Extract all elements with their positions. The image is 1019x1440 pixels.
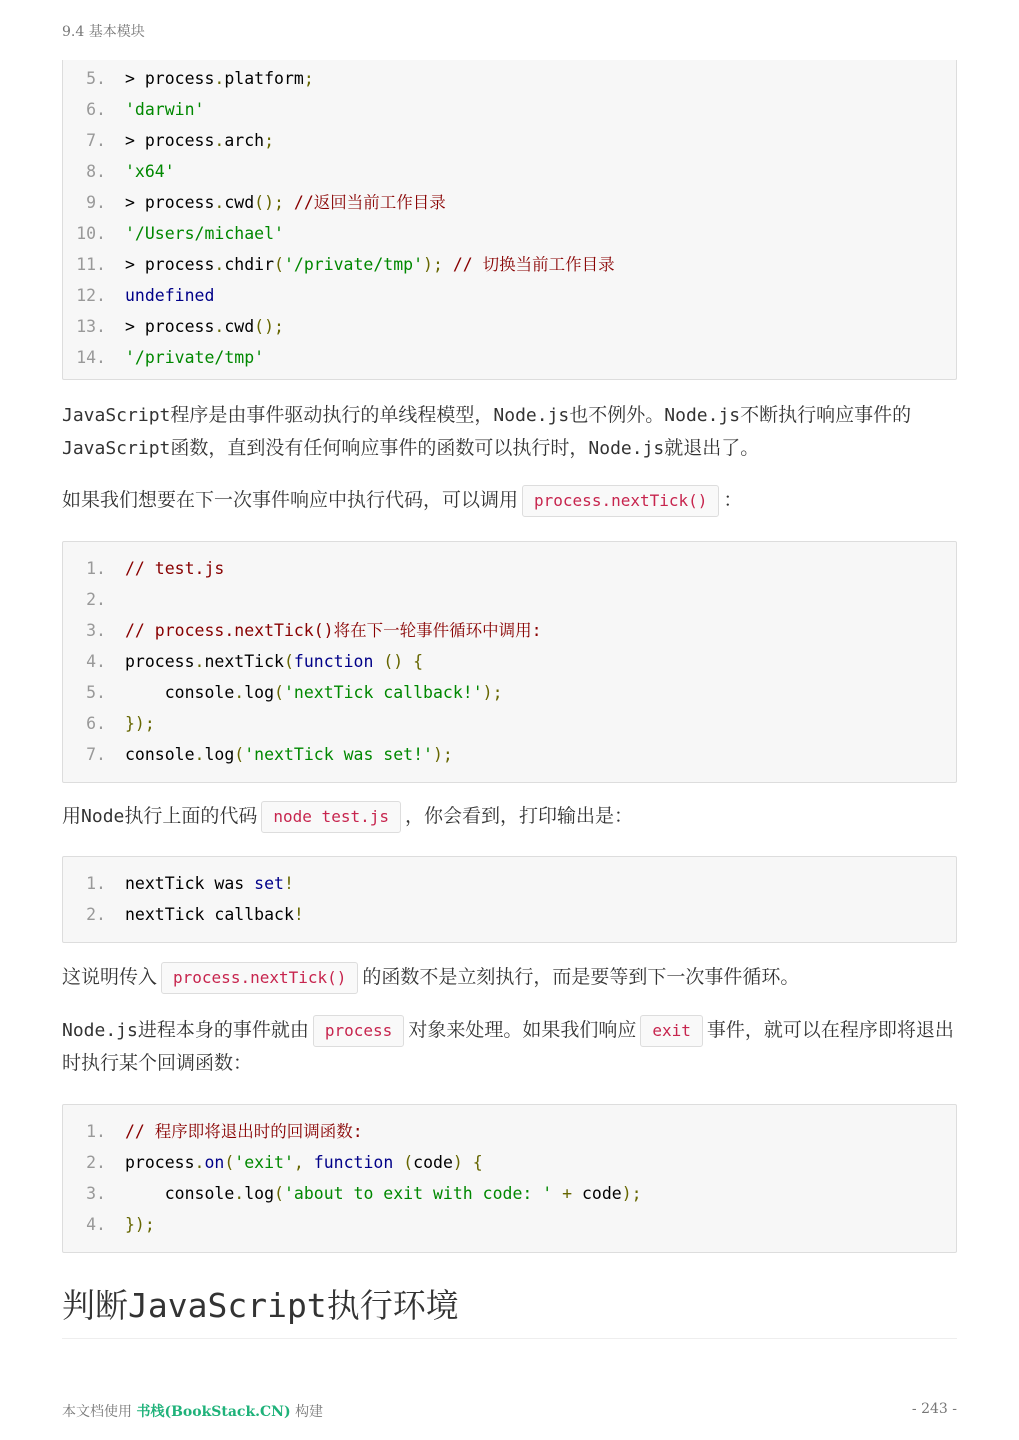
code-token: > process (125, 131, 215, 150)
code-token: ; (264, 131, 275, 150)
code-token: 'darwin' (125, 100, 205, 119)
code-token: . (194, 652, 205, 671)
code-token: ; (303, 69, 314, 88)
code-text (125, 708, 155, 739)
code-block-process-info (62, 60, 957, 380)
code-token: log (244, 1184, 275, 1203)
line-number: 2. (86, 905, 106, 924)
code-token: . (214, 317, 225, 336)
code-token: console (125, 683, 235, 702)
code-line (63, 584, 956, 615)
code-text (125, 218, 284, 249)
line-number: 11. (76, 255, 106, 274)
page-footer: 本文档使用 书栈(BookStack.CN) 构建 - 243 - (62, 1401, 957, 1420)
code-token: ); (482, 683, 503, 702)
code-token: // test.js (125, 559, 225, 578)
code-token: '/private/tmp' (283, 255, 424, 274)
code-token: ( (403, 1153, 414, 1172)
code-token (552, 1184, 562, 1203)
code-token: . (234, 683, 245, 702)
code-line (63, 553, 956, 584)
code-text (125, 1209, 155, 1240)
line-number: 6. (86, 100, 106, 119)
code-token: . (214, 193, 225, 212)
code-line (63, 708, 956, 739)
line-number: 5. (86, 69, 106, 88)
code-token: console (125, 1184, 235, 1203)
line-number: 1. (86, 874, 106, 893)
code-token: undefined (125, 286, 215, 305)
code-token: code (413, 1153, 453, 1172)
code-token: 'exit' (234, 1153, 294, 1172)
code-token: code (572, 1184, 622, 1203)
code-line (63, 63, 956, 94)
code-line (63, 342, 956, 373)
line-number: 2. (86, 590, 106, 609)
line-number: 12. (76, 286, 106, 305)
inline-code-node-test: node test.js (261, 801, 401, 833)
code-text (125, 125, 274, 156)
code-text (125, 615, 542, 646)
code-token: log (244, 683, 275, 702)
code-token: > process (125, 193, 215, 212)
code-token: process (125, 1153, 195, 1172)
line-number: 8. (86, 162, 106, 181)
line-number: 13. (76, 317, 106, 336)
inline-code-process: process (313, 1015, 404, 1047)
code-token: 'nextTick was set!' (244, 745, 433, 764)
inline-code-exit: exit (640, 1015, 703, 1047)
paragraph-process-events: Node.js进程本身的事件就由 process 对象来处理。如果我们响应 exit 事件，就可以在程序即将退出时执行某个回调函数： (62, 1014, 957, 1080)
code-token: . (214, 69, 225, 88)
code-token: chdir (224, 255, 275, 274)
code-token: }); (125, 1215, 155, 1234)
code-token: ! (283, 874, 294, 893)
code-line (63, 280, 956, 311)
code-token: 'about to exit with code: ' (283, 1184, 553, 1203)
code-line (63, 125, 956, 156)
code-token: () { (383, 652, 424, 671)
code-text (125, 739, 453, 770)
code-block-exit-handler (62, 1104, 957, 1253)
code-token: > process (125, 317, 215, 336)
code-token: platform (224, 69, 304, 88)
code-line (63, 899, 956, 930)
code-token: set (254, 874, 284, 893)
code-block-output (62, 856, 957, 943)
code-token: function (313, 1153, 394, 1172)
code-text (125, 553, 224, 584)
code-text (125, 94, 204, 125)
code-text (125, 899, 304, 930)
code-line (63, 1116, 956, 1147)
code-token: . (194, 745, 205, 764)
paragraph-next-tick-explain: 这说明传入 process.nextTick() 的函数不是立刻执行，而是要等到下一次事件循环。 (62, 961, 957, 994)
code-token: + (562, 1184, 573, 1203)
code-token: . (194, 1153, 205, 1172)
code-token: function (293, 652, 374, 671)
code-token: nextTick was (125, 874, 255, 893)
code-token: // 程序即将退出时的回调函数: (125, 1122, 363, 1141)
line-number: 5. (86, 683, 106, 702)
code-token: ( (274, 683, 284, 702)
code-token: nextTick callback (125, 905, 294, 924)
code-token: ) { (452, 1153, 483, 1172)
code-token: }); (125, 714, 155, 733)
code-token: ( (274, 255, 284, 274)
code-token: (); (254, 317, 284, 336)
code-token: '/private/tmp' (125, 348, 265, 367)
code-token: > process (125, 69, 215, 88)
line-number: 14. (76, 348, 106, 367)
line-number: 6. (86, 714, 106, 733)
inline-code-next-tick-2: process.nextTick() (161, 962, 358, 994)
code-token: , (293, 1153, 314, 1172)
code-token: ! (293, 905, 304, 924)
code-token: ( (224, 1153, 235, 1172)
code-line (63, 1178, 956, 1209)
code-token: arch (224, 131, 265, 150)
code-token: '/Users/michael' (125, 224, 284, 243)
code-token: . (214, 131, 225, 150)
code-text (125, 280, 214, 311)
code-token: log (204, 745, 235, 764)
code-line (63, 1147, 956, 1178)
code-line (63, 249, 956, 280)
line-number: 9. (86, 193, 106, 212)
running-header: 9.4 基本模块 (62, 24, 145, 40)
code-token: nextTick (204, 652, 284, 671)
paragraph-next-tick-intro: 如果我们想要在下一次事件响应中执行代码，可以调用 process.nextTick() ： (62, 484, 957, 517)
code-token: ( (234, 745, 245, 764)
code-line (63, 311, 956, 342)
code-text (125, 677, 503, 708)
code-token: . (214, 255, 225, 274)
code-line (63, 1209, 956, 1240)
line-number: 4. (86, 1215, 106, 1234)
line-number: 2. (86, 1153, 106, 1172)
code-token: 'nextTick callback!' (283, 683, 483, 702)
page-number: - 243 - (911, 1401, 957, 1417)
code-text (125, 1116, 363, 1147)
code-line (63, 739, 956, 770)
line-number: 3. (86, 1184, 106, 1203)
code-text (125, 187, 446, 218)
line-number: 1. (86, 1122, 106, 1141)
code-token (393, 1153, 403, 1172)
code-token: 'x64' (125, 162, 175, 181)
code-text (125, 342, 264, 373)
code-line (63, 868, 956, 899)
code-line (63, 156, 956, 187)
code-line (63, 218, 956, 249)
code-text (125, 646, 423, 677)
code-line (63, 615, 956, 646)
code-token: console (125, 745, 195, 764)
bookstack-link[interactable]: 书栈(BookStack.CN) (136, 1404, 291, 1420)
line-number: 1. (86, 559, 106, 578)
code-line (63, 187, 956, 218)
code-token: process (125, 652, 195, 671)
code-text (125, 63, 314, 94)
code-line (63, 94, 956, 125)
code-token: ( (274, 1184, 284, 1203)
line-number: 7. (86, 131, 106, 150)
code-token: cwd (224, 193, 255, 212)
code-token: cwd (224, 317, 255, 336)
line-number: 10. (76, 224, 106, 243)
code-line (63, 646, 956, 677)
code-token: ); (432, 745, 453, 764)
code-text (125, 1178, 642, 1209)
code-token: // 切换当前工作目录 (452, 255, 615, 274)
code-token: //返回当前工作目录 (293, 193, 446, 212)
code-token: // process.nextTick()将在下一轮事件循环中调用: (125, 621, 542, 640)
code-token: ); (423, 255, 453, 274)
code-text (125, 156, 175, 187)
code-token: (); (254, 193, 294, 212)
paragraph-event-model: JavaScript程序是由事件驱动执行的单线程模型，Node.js也不例外。Node.js不断执行响应事件的JavaScript函数，直到没有任何响应事件的函数可以执行时，Node.js就退出了。 (62, 404, 912, 459)
line-number: 4. (86, 652, 106, 671)
line-number: 7. (86, 745, 106, 764)
code-text (125, 311, 284, 342)
code-token: ); (621, 1184, 642, 1203)
code-block-test-js (62, 541, 957, 783)
code-line (63, 677, 956, 708)
code-token: ( (283, 652, 294, 671)
paragraph-run-node: 用Node执行上面的代码 node test.js ，你会看到，打印输出是： (62, 800, 957, 833)
code-text (125, 249, 615, 280)
code-text (125, 1147, 483, 1178)
code-token (373, 652, 383, 671)
code-token: on (204, 1153, 225, 1172)
line-number: 3. (86, 621, 106, 640)
inline-code-next-tick: process.nextTick() (522, 485, 719, 517)
section-heading: 判断JavaScript执行环境 (62, 1284, 957, 1339)
code-text (125, 868, 294, 899)
code-token: . (234, 1184, 245, 1203)
code-token: > process (125, 255, 215, 274)
